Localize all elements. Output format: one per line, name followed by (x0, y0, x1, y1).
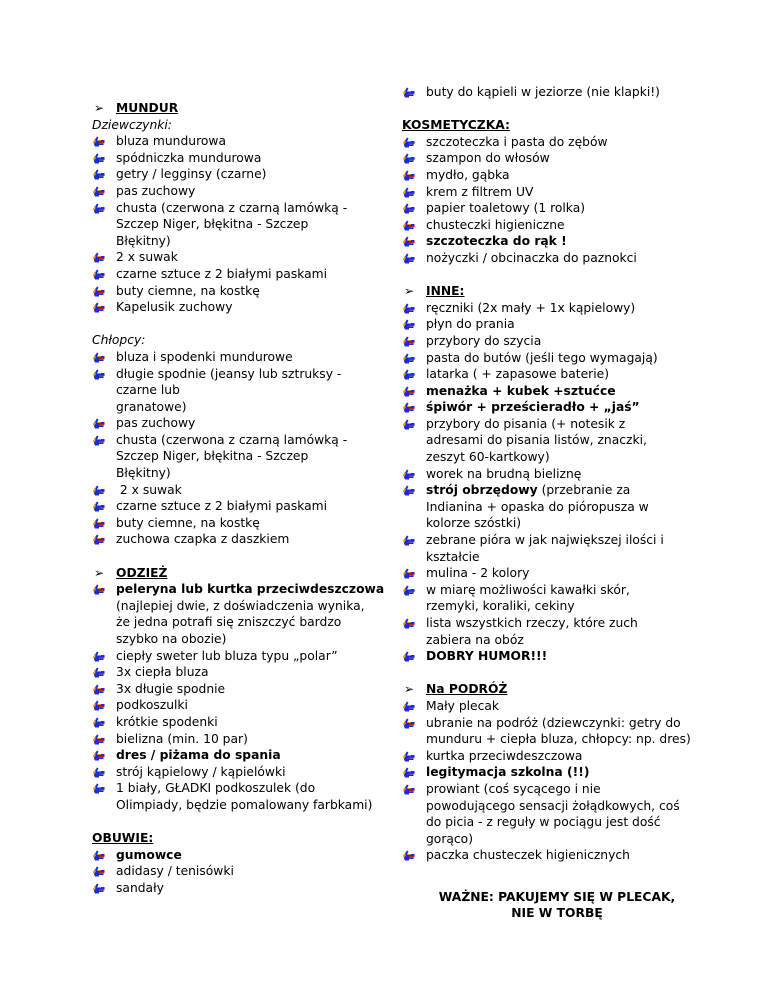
list-item: strój obrzędowy (przebranie za (402, 482, 712, 499)
list-item: pas zuchowy (92, 415, 392, 432)
hand-pointer-icon (402, 86, 416, 99)
list-item: ręczniki (2x mały + 1x kąpielowy) (402, 300, 712, 317)
list-item: chusta (czerwona z czarną lamówką - (92, 200, 392, 217)
list-item: buty ciemne, na kostkę (92, 283, 392, 300)
hand-pointer-icon (92, 351, 106, 364)
list-item-continued: Błękitny) (116, 466, 171, 481)
list-item-continued: rzemyki, koraliki, cekiny (426, 599, 575, 614)
hand-pointer-icon (92, 500, 106, 513)
list-item-continued: kolorze szóstki) (426, 516, 522, 531)
hand-pointer-icon (92, 650, 106, 663)
list-item-continued: do picia - z reguły w pociągu jest dość (426, 815, 661, 830)
list-item: śpiwór + prześcieradło + „jaś” (402, 399, 712, 416)
hand-pointer-icon (402, 202, 416, 215)
hand-pointer-icon (402, 302, 416, 315)
hand-pointer-icon (402, 418, 416, 431)
hand-pointer-icon (92, 716, 106, 729)
list-item: worek na brudną bieliznę (402, 466, 712, 483)
list-item: 3x długie spodnie (92, 681, 392, 698)
list-item: dres / piżama do spania (92, 747, 392, 764)
hand-pointer-icon (92, 368, 106, 381)
hand-pointer-icon (92, 782, 106, 795)
hand-pointer-icon (402, 136, 416, 149)
list-item: gumowce (92, 847, 392, 864)
list-item: nożyczki / obcinaczka do paznokci (402, 250, 712, 267)
list-item: bielizna (min. 10 par) (92, 731, 392, 748)
girls-label: Dziewczynki: (92, 117, 172, 132)
hand-pointer-icon (92, 168, 106, 181)
section-odziez: ➢ ODZIEŻ (94, 565, 168, 580)
hand-pointer-icon (92, 849, 106, 862)
section-inne: ➢ INNE: (404, 284, 465, 299)
list-item: legitymacja szkolna (!!) (402, 764, 712, 781)
list-item: zuchowa czapka z daszkiem (92, 531, 392, 548)
hand-pointer-icon (402, 849, 416, 862)
list-item-continued: Indianina + opaska do pióropusza w (426, 499, 649, 514)
hand-pointer-icon (402, 534, 416, 547)
list-item-continued: munduru + ciepła bluza, chłopcy: np. dres) (426, 732, 691, 747)
hand-pointer-icon (402, 385, 416, 398)
hand-pointer-icon (92, 285, 106, 298)
list-item: płyn do prania (402, 316, 712, 333)
list-item: czarne sztuce z 2 białymi paskami (92, 266, 392, 283)
list-item-continued: (najlepiej dwie, z doświadczenia wynika, (116, 598, 365, 613)
list-item: przybory do pisania (+ notesik z (402, 416, 712, 433)
list-item: latarka ( + zapasowe baterie) (402, 366, 712, 383)
hand-pointer-icon (402, 468, 416, 481)
list-item: szczoteczka do rąk ! (402, 233, 712, 250)
arrow-bullet-icon: ➢ (404, 284, 415, 299)
hand-pointer-icon (92, 865, 106, 878)
list-item: podkoszulki (92, 697, 392, 714)
list-item: peleryna lub kurtka przeciwdeszczowa (92, 581, 392, 598)
hand-pointer-icon (92, 749, 106, 762)
hand-pointer-icon (92, 202, 106, 215)
hand-pointer-icon (402, 335, 416, 348)
hand-pointer-icon (92, 152, 106, 165)
list-item-continued: szybko na obozie) (116, 632, 227, 646)
list-item: getry / legginsy (czarne) (92, 166, 392, 183)
hand-pointer-icon (402, 584, 416, 597)
list-item-continued: Olimpiady, będzie pomalowany farbkami) (116, 797, 373, 812)
hand-pointer-icon (402, 352, 416, 365)
list-item-continued: granatowe) (116, 399, 187, 414)
list-item: pasta do butów (jeśli tego wymagają) (402, 350, 712, 367)
arrow-bullet-icon: ➢ (404, 682, 415, 697)
list-item: mulina - 2 kolory (402, 565, 712, 582)
hand-pointer-icon (92, 699, 106, 712)
list-item: szczoteczka i pasta do zębów (402, 134, 712, 151)
list-item: szampon do włosów (402, 150, 712, 167)
hand-pointer-icon (402, 766, 416, 779)
list-item: przybory do szycia (402, 333, 712, 350)
list-item: bluza mundurowa (92, 133, 392, 150)
hand-pointer-icon (92, 268, 106, 281)
list-item-continued: zeszyt 60-kartkowy) (426, 450, 550, 465)
hand-pointer-icon (92, 135, 106, 148)
left-column (92, 100, 392, 897)
section-kosmetyczka: KOSMETYCZKA: (402, 118, 510, 133)
list-item: strój kąpielowy / kąpielówki (92, 764, 392, 781)
hand-pointer-icon (402, 152, 416, 165)
hand-pointer-icon (92, 185, 106, 198)
list-item: chusteczki higieniczne (402, 217, 712, 234)
hand-pointer-icon (402, 368, 416, 381)
list-item: papier toaletowy (1 rolka) (402, 200, 712, 217)
hand-pointer-icon (402, 783, 416, 796)
section-podroz: ➢ Na PODRÓŻ (404, 682, 508, 697)
hand-pointer-icon (402, 700, 416, 713)
list-item: zebrane pióra w jak największej ilości i (402, 532, 712, 549)
list-item: adidasy / tenisówki (92, 863, 392, 880)
list-item-continued: zabiera na obóz (426, 632, 524, 647)
list-item: paczka chusteczek higienicznych (402, 847, 712, 864)
footer-note-line-2: NIE W TORBĘ (511, 906, 603, 921)
hand-pointer-icon (402, 252, 416, 265)
section-mundur: ➢ MUNDUR (94, 101, 179, 115)
list-item: ubranie na podróż (dziewczynki: getry do (402, 715, 712, 732)
list-item-continued: Błękitny) (116, 233, 171, 248)
list-item: ciepły sweter lub bluza typu „polar” (92, 648, 392, 665)
list-item: w miarę możliwości kawałki skór, (402, 582, 712, 599)
list-item: krótkie spodenki (92, 714, 392, 731)
section-obuwie: OBUWIE: (92, 831, 154, 846)
list-item: 2 x suwak (92, 482, 392, 499)
hand-pointer-icon (402, 750, 416, 763)
list-item-continued: czarne lub (116, 383, 180, 398)
hand-pointer-icon (92, 301, 106, 314)
right-column (402, 84, 712, 922)
list-item: Kapelusik zuchowy (92, 299, 392, 316)
hand-pointer-icon (92, 434, 106, 447)
list-item-continued: że jedna potrafi się zniszczyć bardzo (116, 615, 342, 630)
list-item: menażka + kubek +sztućce (402, 383, 712, 400)
list-item: pas zuchowy (92, 183, 392, 200)
hand-pointer-icon (92, 666, 106, 679)
list-item: prowiant (coś sycącego i nie (402, 781, 712, 798)
arrow-bullet-icon: ➢ (94, 565, 105, 580)
hand-pointer-icon (92, 583, 106, 596)
list-item: sandały (92, 880, 392, 897)
hand-pointer-icon (402, 567, 416, 580)
list-item-continued: Szczep Niger, błękitna - Szczep (116, 449, 309, 464)
list-item: lista wszystkich rzeczy, które zuch (402, 615, 712, 632)
list-item-continued: adresami do pisania listów, znaczki, (426, 433, 647, 448)
list-item: 2 x suwak (92, 249, 392, 266)
hand-pointer-icon (402, 318, 416, 331)
list-item: kurtka przeciwdeszczowa (402, 748, 712, 765)
list-item: czarne sztuce z 2 białymi paskami (92, 498, 392, 515)
arrow-bullet-icon: ➢ (94, 101, 105, 115)
hand-pointer-icon (402, 235, 416, 248)
list-item-continued: Szczep Niger, błękitna - Szczep (116, 217, 309, 232)
list-item: 3x ciepła bluza (92, 664, 392, 681)
hand-pointer-icon (92, 683, 106, 696)
hand-pointer-icon (402, 401, 416, 414)
hand-pointer-icon (92, 766, 106, 779)
list-item: DOBRY HUMOR!!! (402, 648, 712, 665)
list-item-continued: kształcie (426, 549, 480, 564)
list-item: długie spodnie (jeansy lub sztruksy - (92, 366, 392, 383)
hand-pointer-icon (92, 517, 106, 530)
list-item: buty do kąpieli w jeziorze (nie klapki!) (402, 84, 712, 101)
hand-pointer-icon (402, 186, 416, 199)
hand-pointer-icon (402, 717, 416, 730)
list-item-continued: gorąco) (426, 831, 474, 846)
list-item: buty ciemne, na kostkę (92, 515, 392, 532)
hand-pointer-icon (92, 417, 106, 430)
hand-pointer-icon (402, 169, 416, 182)
list-item: chusta (czerwona z czarną lamówką - (92, 432, 392, 449)
list-item: bluza i spodenki mundurowe (92, 349, 392, 366)
hand-pointer-icon (402, 484, 416, 497)
hand-pointer-icon (92, 251, 106, 264)
boys-label: Chłopcy: (92, 333, 146, 348)
hand-pointer-icon (402, 650, 416, 663)
list-item: Mały plecak (402, 698, 712, 715)
hand-pointer-icon (402, 219, 416, 232)
list-item: spódniczka mundurowa (92, 150, 392, 167)
list-item: 1 biały, GŁADKI podkoszulek (do (92, 780, 392, 797)
hand-pointer-icon (92, 484, 106, 497)
hand-pointer-icon (92, 733, 106, 746)
list-item: mydło, gąbka (402, 167, 712, 184)
list-item: krem z filtrem UV (402, 184, 712, 201)
hand-pointer-icon (92, 533, 106, 546)
footer-note-line-1: WAŻNE: PAKUJEMY SIĘ W PLECAK, (438, 889, 676, 904)
list-item-continued: powodującego sensacji żołądkowych, coś (426, 798, 680, 813)
hand-pointer-icon (92, 882, 106, 895)
hand-pointer-icon (402, 617, 416, 630)
